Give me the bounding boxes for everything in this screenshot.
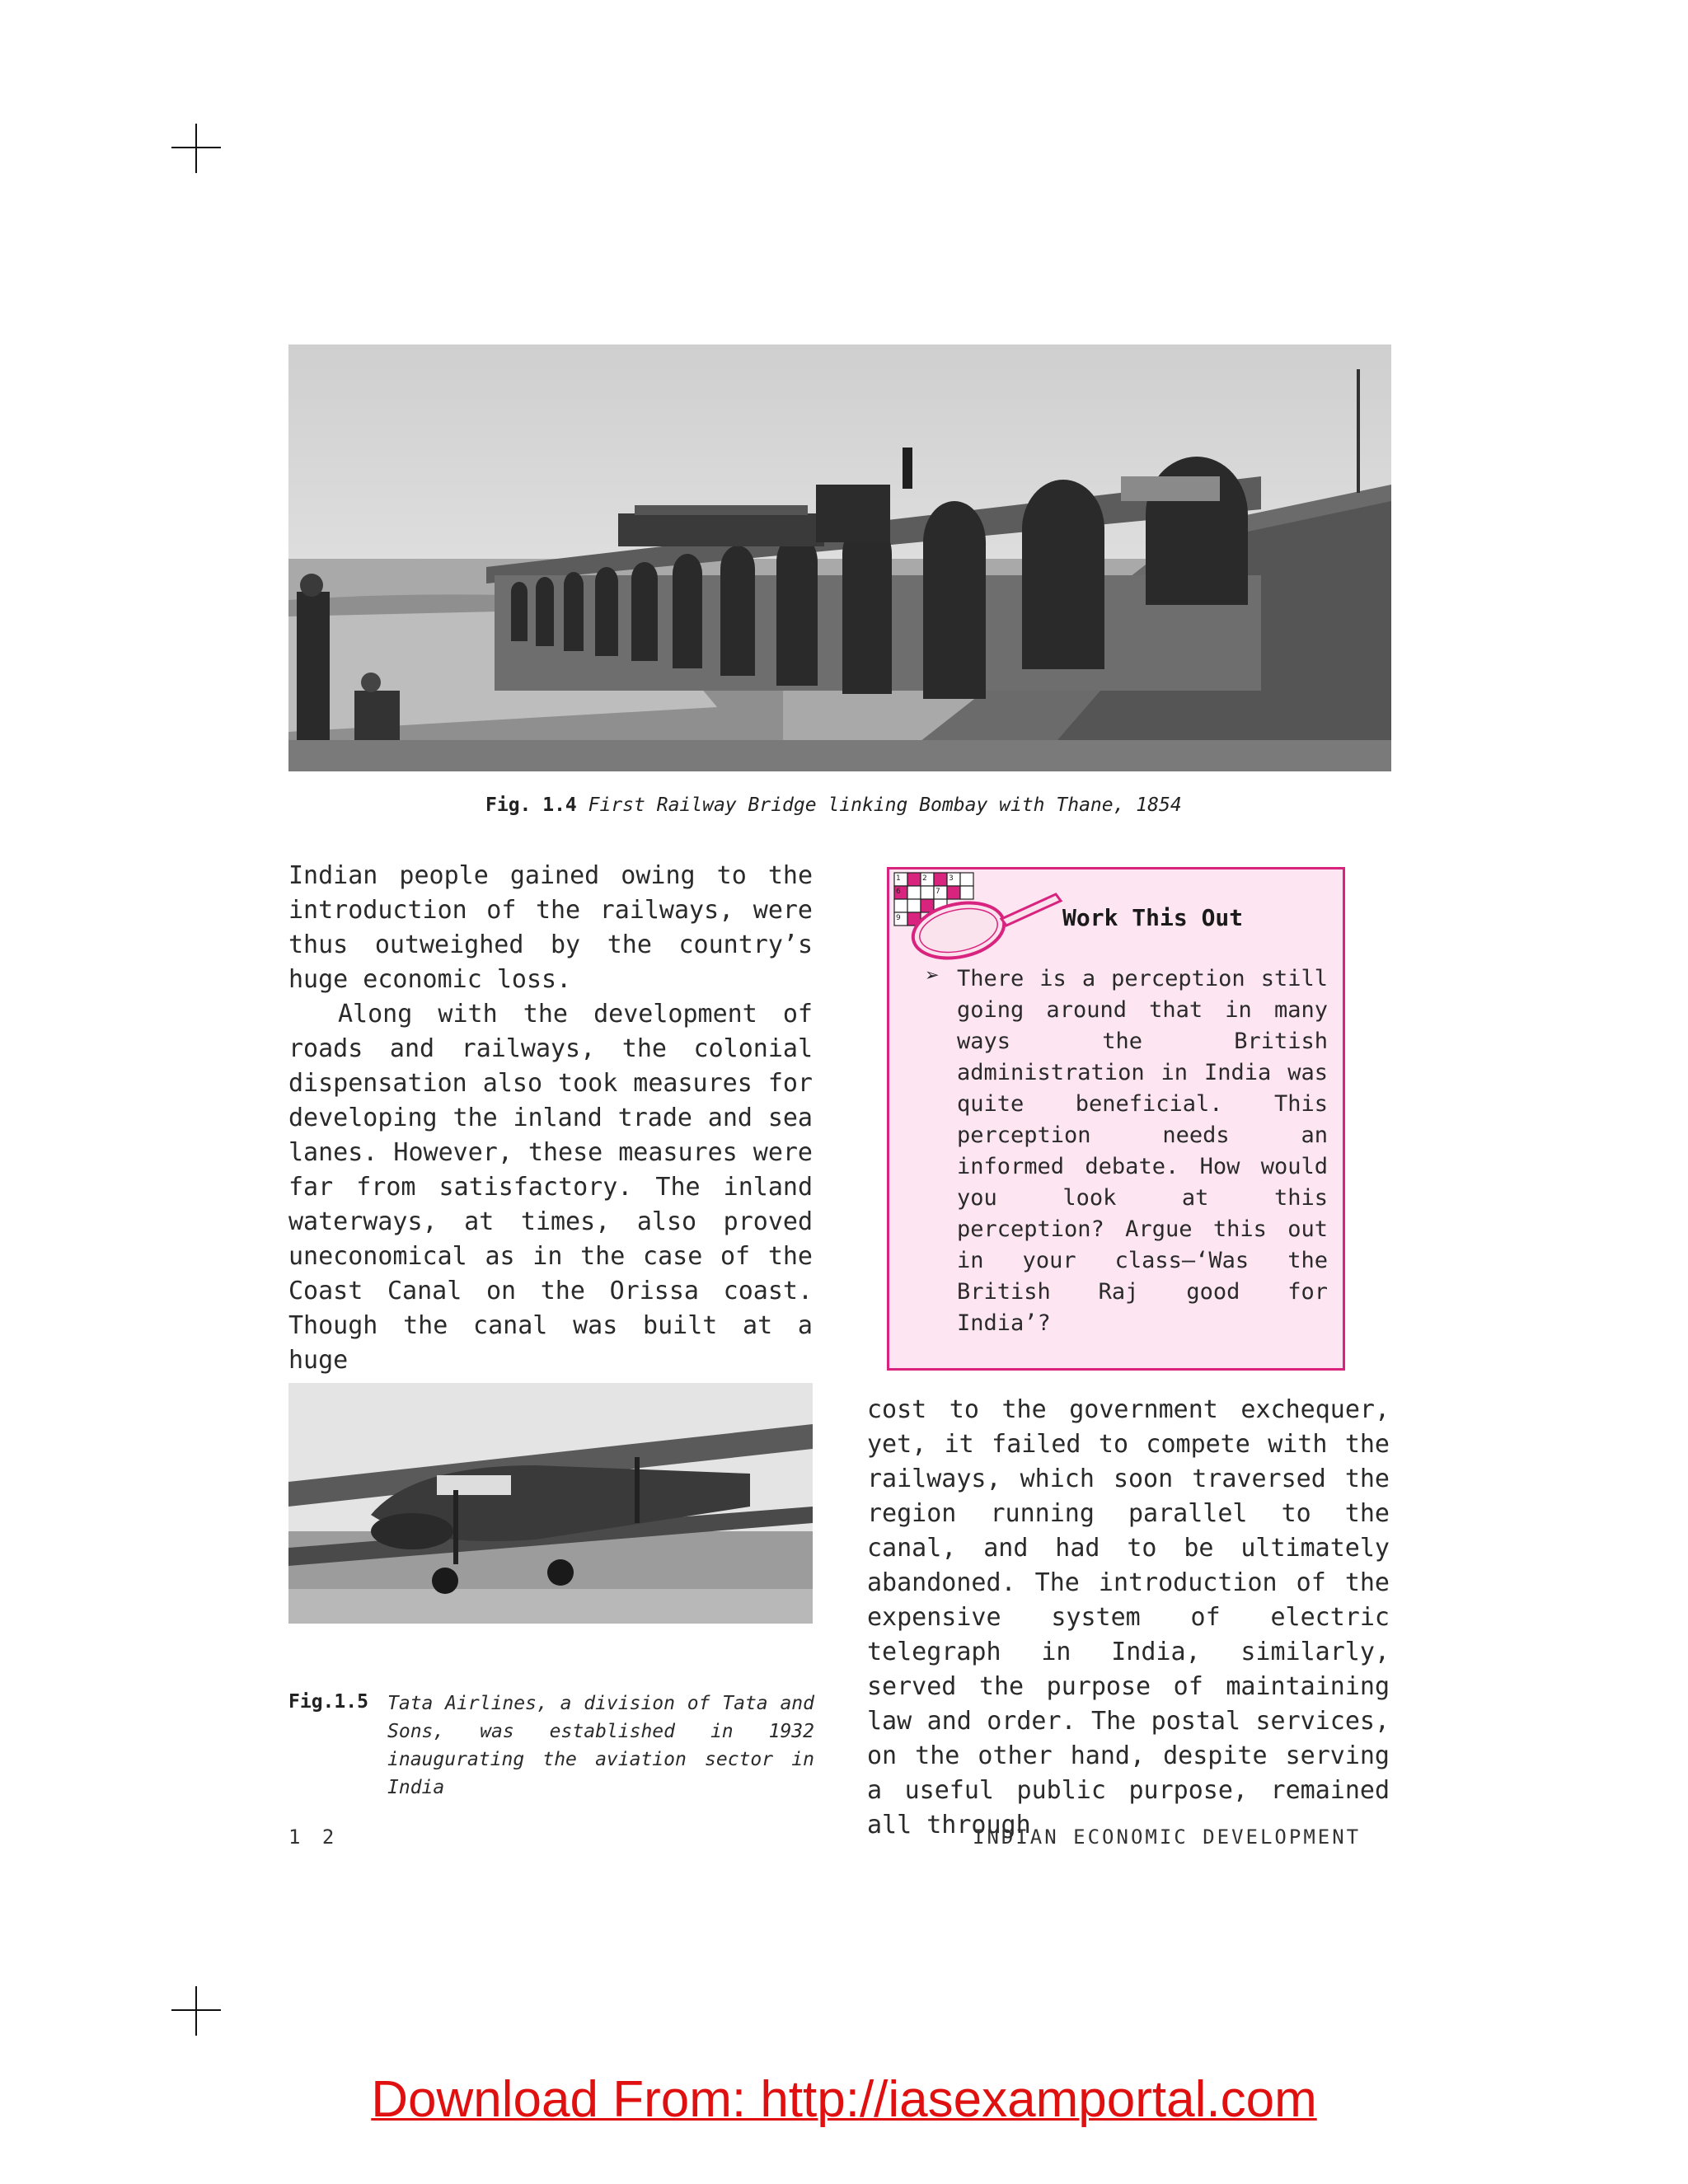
crop-mark-bottom xyxy=(171,1986,221,2036)
left-paragraph-2: Along with the development of roads and railways, the colonial dispensation also took measures for developing the inland trade and sea lanes. However, these measures were far from satisfactory. The inland waterways, at times, also proved uneconomical as in the case of the Coast Canal on the Orissa coast. Though the canal was built at a huge xyxy=(288,1000,813,1375)
left-paragraph-1: Indian people gained owing to the introduction of the railways, were thus outweighed by the country’s huge economic loss. xyxy=(288,861,813,994)
page-number: 1 2 xyxy=(288,1825,340,1849)
right-paragraph: cost to the government exchequer, yet, it failed to compete with the railways, which soon traversed the region running parallel to the canal, and had to be ultimately abandoned. The introduction of the expensive system of electric telegraph in India, similarly, served the purpose of maintaining law and order. The postal services, on the other hand, despite serving a useful public purpose, remained all through xyxy=(867,1395,1390,1840)
tata-airlines-plane-photo xyxy=(288,1383,813,1624)
figure-1-4-caption-text: First Railway Bridge linking Bombay with Thane, 1854 xyxy=(588,794,1182,816)
work-this-out-box xyxy=(887,867,1345,1371)
left-column xyxy=(288,859,813,1378)
crossword-number-7: 7 xyxy=(935,888,940,896)
right-column xyxy=(867,1393,1390,1843)
railway-bridge-photo xyxy=(288,344,1391,771)
figure-1-5-label: Fig.1.5 xyxy=(288,1691,368,1713)
bullet-arrow-icon: ➢ xyxy=(926,962,940,989)
figure-1-4-label: Fig. 1.4 xyxy=(485,794,577,816)
crossword-number-6: 6 xyxy=(896,888,901,896)
figure-1-5-caption: Tata Airlines, a division of Tata and Sons, was established in 1932 inaugurating the aviation sector in India xyxy=(387,1693,814,1798)
crossword-number-3: 3 xyxy=(949,874,954,883)
figure-1-4-caption xyxy=(485,794,1182,816)
download-link[interactable]: Download From: http://iasexamportal.com xyxy=(371,2071,1317,2128)
crossword-number-2: 2 xyxy=(922,874,927,883)
running-title: INDIAN ECONOMIC DEVELOPMENT xyxy=(973,1825,1362,1849)
crop-mark-top xyxy=(171,124,221,173)
work-this-out-title: Work This Out xyxy=(1062,904,1244,931)
work-this-out-text: There is a perception still going around that in many ways the British administration in India was quite beneficial. This perception needs an informed debate. How would you look at this perception? Argue this out in your class—‘Was the British Raj good for India’? xyxy=(957,966,1328,1336)
crossword-number-1: 1 xyxy=(896,874,901,883)
crossword-magnifier-icon xyxy=(893,871,1066,962)
crossword-number-9: 9 xyxy=(896,914,901,922)
